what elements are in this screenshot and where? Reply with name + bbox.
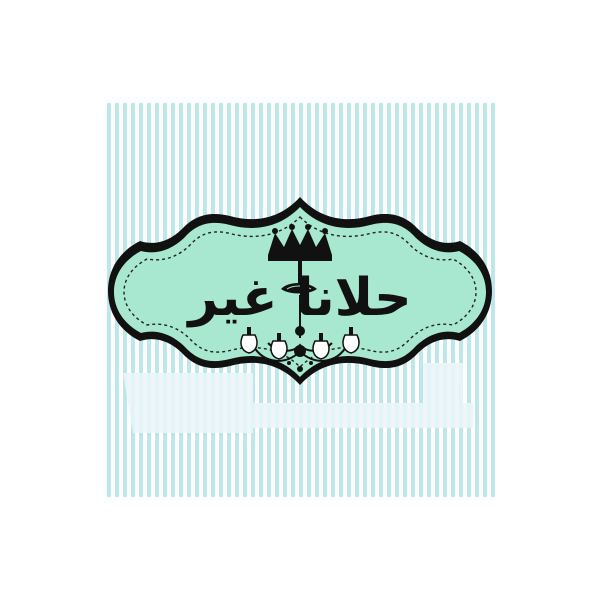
- logo-tile: [103, 103, 497, 497]
- brand-name: حلانا غير: [188, 268, 412, 328]
- logo-graphic: [103, 103, 497, 497]
